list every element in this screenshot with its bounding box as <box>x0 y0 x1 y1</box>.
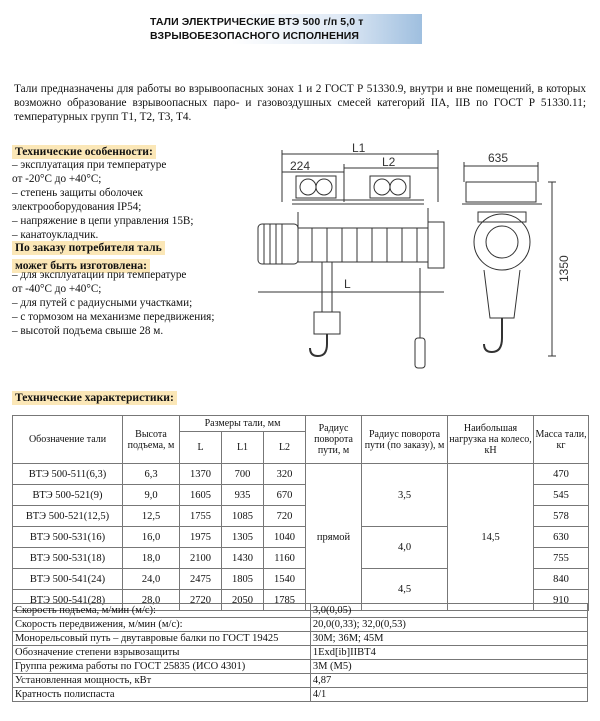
header-L2: L2 <box>264 432 306 464</box>
dim-l2-label: L2 <box>382 155 396 169</box>
intro-text: Тали предназначены для работы во взрывоопасных зонах 1 и 2 ГОСТ Р 51330.9, внутри и вне помещений, в которых возможно образование взрывоопасных паро- и газовоздушных смесей категорий IIA, IIB по ГОСТ Р 51330.11; температурных групп Т1, Т2, Т3, Т4. <box>14 83 586 123</box>
features-item: – эксплуатация при температуре <box>12 159 167 171</box>
param-value: 4/1 <box>310 688 587 702</box>
header-L: L <box>180 432 222 464</box>
cell-height: 6,3 <box>123 464 180 485</box>
features-item: – степень защиты оболочек <box>12 187 143 199</box>
cell-L1: 1305 <box>222 527 264 548</box>
order-item: – для эксплуатации при температуре <box>12 269 187 281</box>
title-line-2: ВЗРЫВОБЕЗОПАСНОГО ИСПОЛНЕНИЯ <box>150 30 360 42</box>
param-row <box>13 618 588 632</box>
cell-L1: 935 <box>222 485 264 506</box>
cell-L: 1755 <box>180 506 222 527</box>
param-row <box>13 604 588 618</box>
param-label: Обозначение степени взрывозащиты <box>13 646 311 660</box>
cell-L2: 720 <box>264 506 306 527</box>
order-item: – с тормозом на механизме передвижения; <box>12 311 215 323</box>
cell-L: 1605 <box>180 485 222 506</box>
param-label: Скорость передвижения, м/мин (м/с): <box>13 618 311 632</box>
param-label: Монорельсовый путь – двутавровые балки по ГОСТ 19425 <box>13 632 311 646</box>
dim-1350-label: 1350 <box>557 255 571 282</box>
features-item: – канатоукладчик. <box>12 229 99 241</box>
cell-height: 18,0 <box>123 548 180 569</box>
cell-height: 12,5 <box>123 506 180 527</box>
table-row <box>13 464 589 485</box>
cell-height: 16,0 <box>123 527 180 548</box>
header-L1: L1 <box>222 432 264 464</box>
cell-model: ВТЭ 500-511(6,3) <box>13 464 123 485</box>
param-row <box>13 646 588 660</box>
cell-load: 14,5 <box>448 464 534 611</box>
cell-model: ВТЭ 500-541(24) <box>13 569 123 590</box>
order-item: – для путей с радиусными участками; <box>12 297 193 309</box>
param-value: 3,0(0,05) <box>310 604 587 618</box>
features-item: от -20°С до +40°С; <box>12 173 102 185</box>
title-line-1: ТАЛИ ЭЛЕКТРИЧЕСКИЕ ВТЭ 500 г/п 5,0 т <box>150 16 364 28</box>
cell-height: 28,0 <box>123 590 180 611</box>
cell-radius-order: 4,5 <box>362 569 448 611</box>
param-label: Кратность полиспаста <box>13 688 311 702</box>
param-value: 30М; 36М; 45М <box>310 632 587 646</box>
cell-L2: 1160 <box>264 548 306 569</box>
cell-L1: 1430 <box>222 548 264 569</box>
param-row <box>13 674 588 688</box>
param-row <box>13 688 588 702</box>
cell-mass: 470 <box>534 464 589 485</box>
header-model: Обозначение тали <box>13 416 123 464</box>
cell-L: 2720 <box>180 590 222 611</box>
cell-height: 9,0 <box>123 485 180 506</box>
cell-L1: 1085 <box>222 506 264 527</box>
cell-height: 24,0 <box>123 569 180 590</box>
cell-mass: 840 <box>534 569 589 590</box>
header-load: Наибольшая нагрузка на колесо, кН <box>448 416 534 464</box>
cell-mass: 545 <box>534 485 589 506</box>
param-row <box>13 632 588 646</box>
cell-model: ВТЭ 500-521(9) <box>13 485 123 506</box>
cell-L1: 700 <box>222 464 264 485</box>
cell-radius: прямой <box>306 464 362 611</box>
features-item: – напряжение в цепи управления 15В; <box>12 215 194 227</box>
order-item: от -40°С до +40°С; <box>12 283 102 295</box>
order-heading-line-1: По заказу потребителя таль <box>12 241 165 255</box>
features-heading-text: Технические особенности: <box>12 145 156 159</box>
page-title <box>150 14 422 48</box>
cell-L1: 1805 <box>222 569 264 590</box>
order-heading-line-2: может быть изготовлена: <box>12 259 150 273</box>
param-value: 1Exd[ib]IIBT4 <box>310 646 587 660</box>
cell-radius-order: 4,0 <box>362 527 448 569</box>
order-item: – высотой подъема свыше 28 м. <box>12 325 164 337</box>
characteristics-heading-text: Технические характеристики: <box>12 391 177 405</box>
param-row <box>13 660 588 674</box>
dim-l1-label: L1 <box>352 142 366 155</box>
cell-radius-order: 3,5 <box>362 464 448 527</box>
param-label: Скорость подъема, м/мин (м/с): <box>13 604 311 618</box>
cell-model: ВТЭ 500-521(12,5) <box>13 506 123 527</box>
cell-model: ВТЭ 500-531(16) <box>13 527 123 548</box>
cell-L: 1370 <box>180 464 222 485</box>
header-mass: Масса тали, кг <box>534 416 589 464</box>
param-value: 3М (М5) <box>310 660 587 674</box>
cell-L1: 2050 <box>222 590 264 611</box>
header-height: Высота подъема, м <box>123 416 180 464</box>
params-table <box>12 603 588 702</box>
cell-L2: 1040 <box>264 527 306 548</box>
header-radius-order: Радиус поворота пути (по заказу), м <box>362 416 448 464</box>
param-value: 20,0(0,33); 32,0(0,53) <box>310 618 587 632</box>
cell-model: ВТЭ 500-541(28) <box>13 590 123 611</box>
dim-224-label: 224 <box>290 159 311 173</box>
cell-model: ВТЭ 500-531(18) <box>13 548 123 569</box>
spec-table <box>12 415 589 611</box>
param-label: Установленная мощность, кВт <box>13 674 311 688</box>
param-label: Группа режима работы по ГОСТ 25835 (ИСО 4301) <box>13 660 311 674</box>
hoist-drawing <box>252 142 588 380</box>
cell-L2: 320 <box>264 464 306 485</box>
features-item: электрооборудования IP54; <box>12 201 142 213</box>
cell-L: 2100 <box>180 548 222 569</box>
dim-l-label: L <box>344 277 351 291</box>
cell-L: 1975 <box>180 527 222 548</box>
header-dims: Размеры тали, мм <box>180 416 306 432</box>
param-value: 4,87 <box>310 674 587 688</box>
cell-mass: 910 <box>534 590 589 611</box>
characteristics-heading <box>12 388 177 406</box>
cell-L2: 1785 <box>264 590 306 611</box>
dim-635-label: 635 <box>488 151 509 165</box>
cell-mass: 578 <box>534 506 589 527</box>
cell-L2: 670 <box>264 485 306 506</box>
cell-L: 2475 <box>180 569 222 590</box>
cell-mass: 755 <box>534 548 589 569</box>
cell-mass: 630 <box>534 527 589 548</box>
cell-L2: 1540 <box>264 569 306 590</box>
header-radius: Радиус поворота пути, м <box>306 416 362 464</box>
